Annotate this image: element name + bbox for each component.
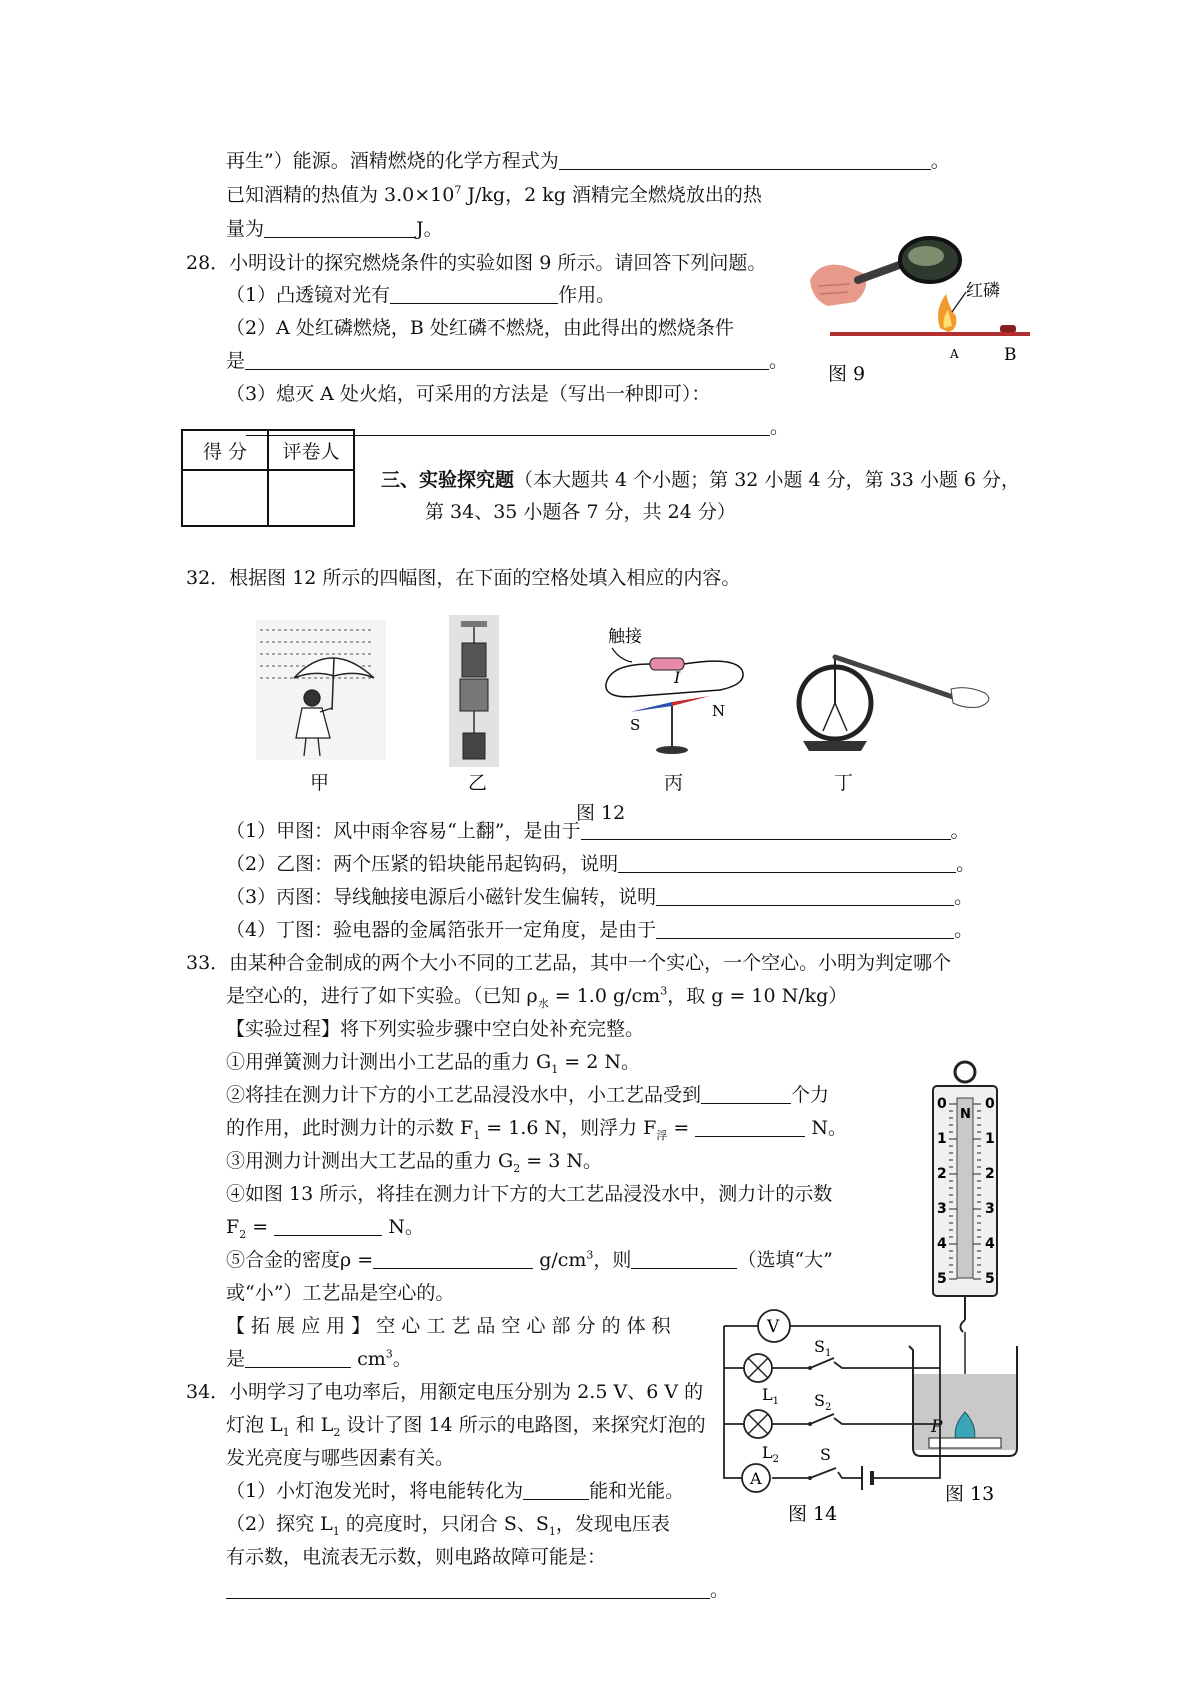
answer-blank[interactable]	[581, 819, 951, 840]
q27-line1: 再生”）能源。酒精燃烧的化学方程式为 。	[226, 150, 950, 172]
q33-step5: ⑤合金的密度$\rho = g/cm^3$，则 （选填“大”	[226, 1248, 833, 1271]
answer-blank[interactable]	[264, 217, 416, 238]
answer-blank[interactable]	[245, 1347, 351, 1368]
answer-blank[interactable]	[523, 1479, 589, 1500]
switch-s2-label: $S_2$	[814, 1391, 832, 1413]
q33-step2-cont: 的作用，此时测力计的示数 $F_1 = 1.6$ N，则浮力 $F_浮 = N$。	[226, 1117, 848, 1142]
section3-desc: 第 34、35 小题各 7 分，共 24 分）	[425, 501, 736, 523]
q27-line3: 量为 J。	[226, 218, 443, 240]
score-table	[181, 429, 355, 527]
hook-weight	[463, 733, 485, 759]
figure-12-yi	[449, 615, 499, 767]
q28-part3-cont: 。	[246, 414, 789, 440]
flame-icon	[938, 294, 956, 332]
q33-step2: ②将挂在测力计下方的小工艺品浸没水中，小工艺品受到 个力	[226, 1084, 830, 1106]
phosphorus-label-leader	[952, 292, 966, 312]
answer-blank[interactable]	[656, 885, 954, 906]
scale-number: 2	[985, 1166, 995, 1182]
figure-14	[712, 1300, 962, 1540]
q33-extension-cont: 是 $cm^3$。	[226, 1347, 412, 1370]
scale-number: 1	[937, 1131, 947, 1147]
q34-line1: 34．小明学习了电功率后，用额定电压分别为 2.5 V、6 V 的	[186, 1381, 704, 1403]
q28-part1: （1）凸透镜对光有 作用。	[226, 284, 616, 306]
switch-s2	[808, 1414, 834, 1426]
q33-step3: ③用测力计测出大工艺品的重力 $G_2 = 3$ N。	[226, 1150, 602, 1175]
scale-number: 0	[985, 1096, 995, 1112]
figure-12-ding	[795, 645, 1005, 760]
figure-12-bing-label: 丙	[664, 772, 684, 794]
circuit-wires	[724, 1326, 940, 1478]
figure-12-ding-label: 丁	[834, 772, 854, 794]
voltmeter-icon	[758, 1310, 790, 1342]
q33-step5-cont: 或“小”）工艺品是空心的。	[226, 1282, 455, 1304]
label-a: A	[950, 347, 959, 361]
q33-stem2: 是空心的，进行了如下实验。（已知 $\rho_水 = 1.0$ $g/cm^3$，取 g = 10 N/kg）	[226, 984, 848, 1010]
q32-stem: 32．根据图 12 所示的四幅图，在下面的空格处填入相应的内容。	[186, 567, 741, 589]
p-label: P	[931, 1417, 943, 1437]
q28-part2-cont: 是 。	[226, 350, 789, 372]
electroscope-base	[803, 741, 867, 751]
scale-number: 3	[937, 1201, 947, 1217]
q34-part2-cont: 有示数，电流表无示数，则电路故障可能是：	[226, 1546, 607, 1568]
bulb-l2-label: $L_2$	[762, 1443, 779, 1465]
grader-cell[interactable]	[268, 470, 354, 526]
q33-step4-cont: $F_2 = N$。	[226, 1216, 424, 1241]
answer-blank[interactable]	[701, 1083, 791, 1104]
scale-pointer: N	[960, 1107, 971, 1122]
q34-line3: 发光亮度与哪些因素有关。	[226, 1447, 455, 1469]
magnifier-icon	[858, 238, 960, 282]
q34-line2: 灯泡 $L_1$ 和 $L_2$ 设计了图 14 所示的电路图，来探究灯泡的	[226, 1414, 706, 1439]
switch-s1-label: $S_1$	[814, 1337, 832, 1359]
answer-blank[interactable]	[631, 1248, 737, 1269]
q33-extension: 【 拓 展 应 用 】 空 心 工 艺 品 空 心 部 分 的 体 积	[226, 1315, 671, 1337]
current-label: I	[674, 668, 681, 687]
voltmeter-label: V	[767, 1317, 780, 1337]
hand-icon	[951, 688, 989, 708]
q34-part2: （2）探究 $L_1$ 的亮度时，只闭合 S、$S_1$，发现电压表	[226, 1513, 670, 1538]
touch-arrow	[612, 648, 632, 662]
q33-process: 【实验过程】将下列实验步骤中空白处补充完整。	[226, 1018, 645, 1040]
scale-number: 1	[985, 1131, 995, 1147]
lead-block-bottom	[460, 679, 488, 711]
figure-12-yi-label: 乙	[468, 772, 488, 794]
needle-south	[630, 702, 672, 712]
hand-icon	[810, 265, 866, 306]
answer-blank[interactable]	[373, 1248, 533, 1269]
phosphorus-label: 红磷	[966, 281, 1000, 301]
touch-label: 触接	[608, 627, 642, 647]
label-b: B	[1004, 345, 1017, 365]
score-cell[interactable]	[182, 470, 268, 526]
figure-9	[810, 240, 1030, 385]
red-phosphorus-b	[1000, 325, 1016, 333]
answer-blank[interactable]	[390, 283, 558, 304]
q32-part1: （1）甲图：风中雨伞容易“上翻”，是由于 。	[226, 820, 970, 842]
scale-number: 4	[985, 1236, 995, 1252]
q27-line2: 已知酒精的热值为 $3.0\times 10^7$ J/kg，2 kg 酒精完全燃烧放出的热	[226, 183, 762, 206]
wind-field	[256, 620, 386, 760]
figure-12-bing	[600, 627, 750, 760]
answer-blank[interactable]	[559, 149, 931, 170]
answer-blank[interactable]	[245, 349, 769, 370]
battery-icon	[862, 1466, 898, 1490]
scale-slot	[957, 1098, 973, 1278]
q33-stem1: 33．由某种合金制成的两个大小不同的工艺品，其中一个实心，一个空心。小明为判定哪个	[186, 952, 952, 974]
bulb-l2-icon	[744, 1410, 772, 1438]
scale-number: 2	[937, 1166, 947, 1182]
q33-step4: ④如图 13 所示，将挂在测力计下方的大工艺品浸没水中，测力计的示数	[226, 1183, 833, 1205]
score-header: 得 分	[182, 430, 268, 470]
lead-block-top	[462, 643, 486, 677]
answer-blank[interactable]	[656, 918, 954, 939]
section3-heading: 三、实验探究题（本大题共 4 个小题；第 32 小题 4 分，第 33 小题 6 分，	[381, 469, 1021, 491]
bulb-l1-icon	[744, 1354, 772, 1382]
needle-north	[672, 696, 710, 706]
q32-part4: （4）丁图：验电器的金属箔张开一定角度，是由于 。	[226, 919, 974, 941]
answer-blank[interactable]	[274, 1215, 382, 1236]
figure-9-caption: 图 9	[828, 363, 866, 385]
metal-plate	[830, 332, 1030, 336]
answer-blank[interactable]	[618, 852, 956, 873]
bulb-l1-label: $L_1$	[762, 1385, 779, 1407]
figure-12-caption: 图 12	[576, 802, 626, 824]
figure-14-caption: 图 14	[788, 1503, 838, 1525]
answer-blank[interactable]	[695, 1116, 805, 1137]
switch-s1	[808, 1358, 834, 1370]
scale-number: 3	[985, 1201, 995, 1217]
ceiling-bracket	[461, 621, 487, 627]
q34-part2-answer: 。	[226, 1577, 729, 1603]
scale-ring	[955, 1062, 975, 1082]
needle-n-label: N	[712, 702, 726, 720]
ammeter-icon	[742, 1464, 770, 1492]
scale-number: 5	[937, 1271, 947, 1287]
needle-s-label: S	[630, 716, 641, 734]
q32-part2: （2）乙图：两个压紧的铅块能吊起钩码，说明 。	[226, 853, 976, 875]
answer-blank[interactable]	[226, 1578, 710, 1599]
scale-number: 0	[937, 1096, 947, 1112]
switch-s	[808, 1468, 836, 1480]
scale-number: 5	[985, 1271, 995, 1287]
q28-part3: （3）熄灭 A 处火焰，可采用的方法是（写出一种即可）：	[226, 383, 711, 405]
figure-12-jia	[256, 620, 386, 760]
figure-12-jia-label: 甲	[310, 772, 330, 794]
q32-part3: （3）丙图：导线触接电源后小磁针发生偏转，说明 。	[226, 886, 974, 908]
figure-13-caption: 图 13	[945, 1483, 995, 1505]
q28-stem: 28．小明设计的探究燃烧条件的实验如图 9 所示。请回答下列问题。	[186, 252, 767, 274]
ammeter-label: A	[750, 1469, 762, 1488]
stand-base	[656, 746, 688, 754]
switch-s-label: S	[820, 1445, 831, 1464]
grader-header: 评卷人	[268, 430, 354, 470]
scale-number: 4	[937, 1236, 947, 1252]
q33-step1: ①用弹簧测力计测出小工艺品的重力 $G_1 = 2$ N。	[226, 1051, 640, 1076]
q28-part2: （2）A 处红磷燃烧，B 处红磷不燃烧，由此得出的燃烧条件	[226, 317, 734, 339]
q34-part1: （1）小灯泡发光时，将电能转化为 能和光能。	[226, 1480, 685, 1502]
